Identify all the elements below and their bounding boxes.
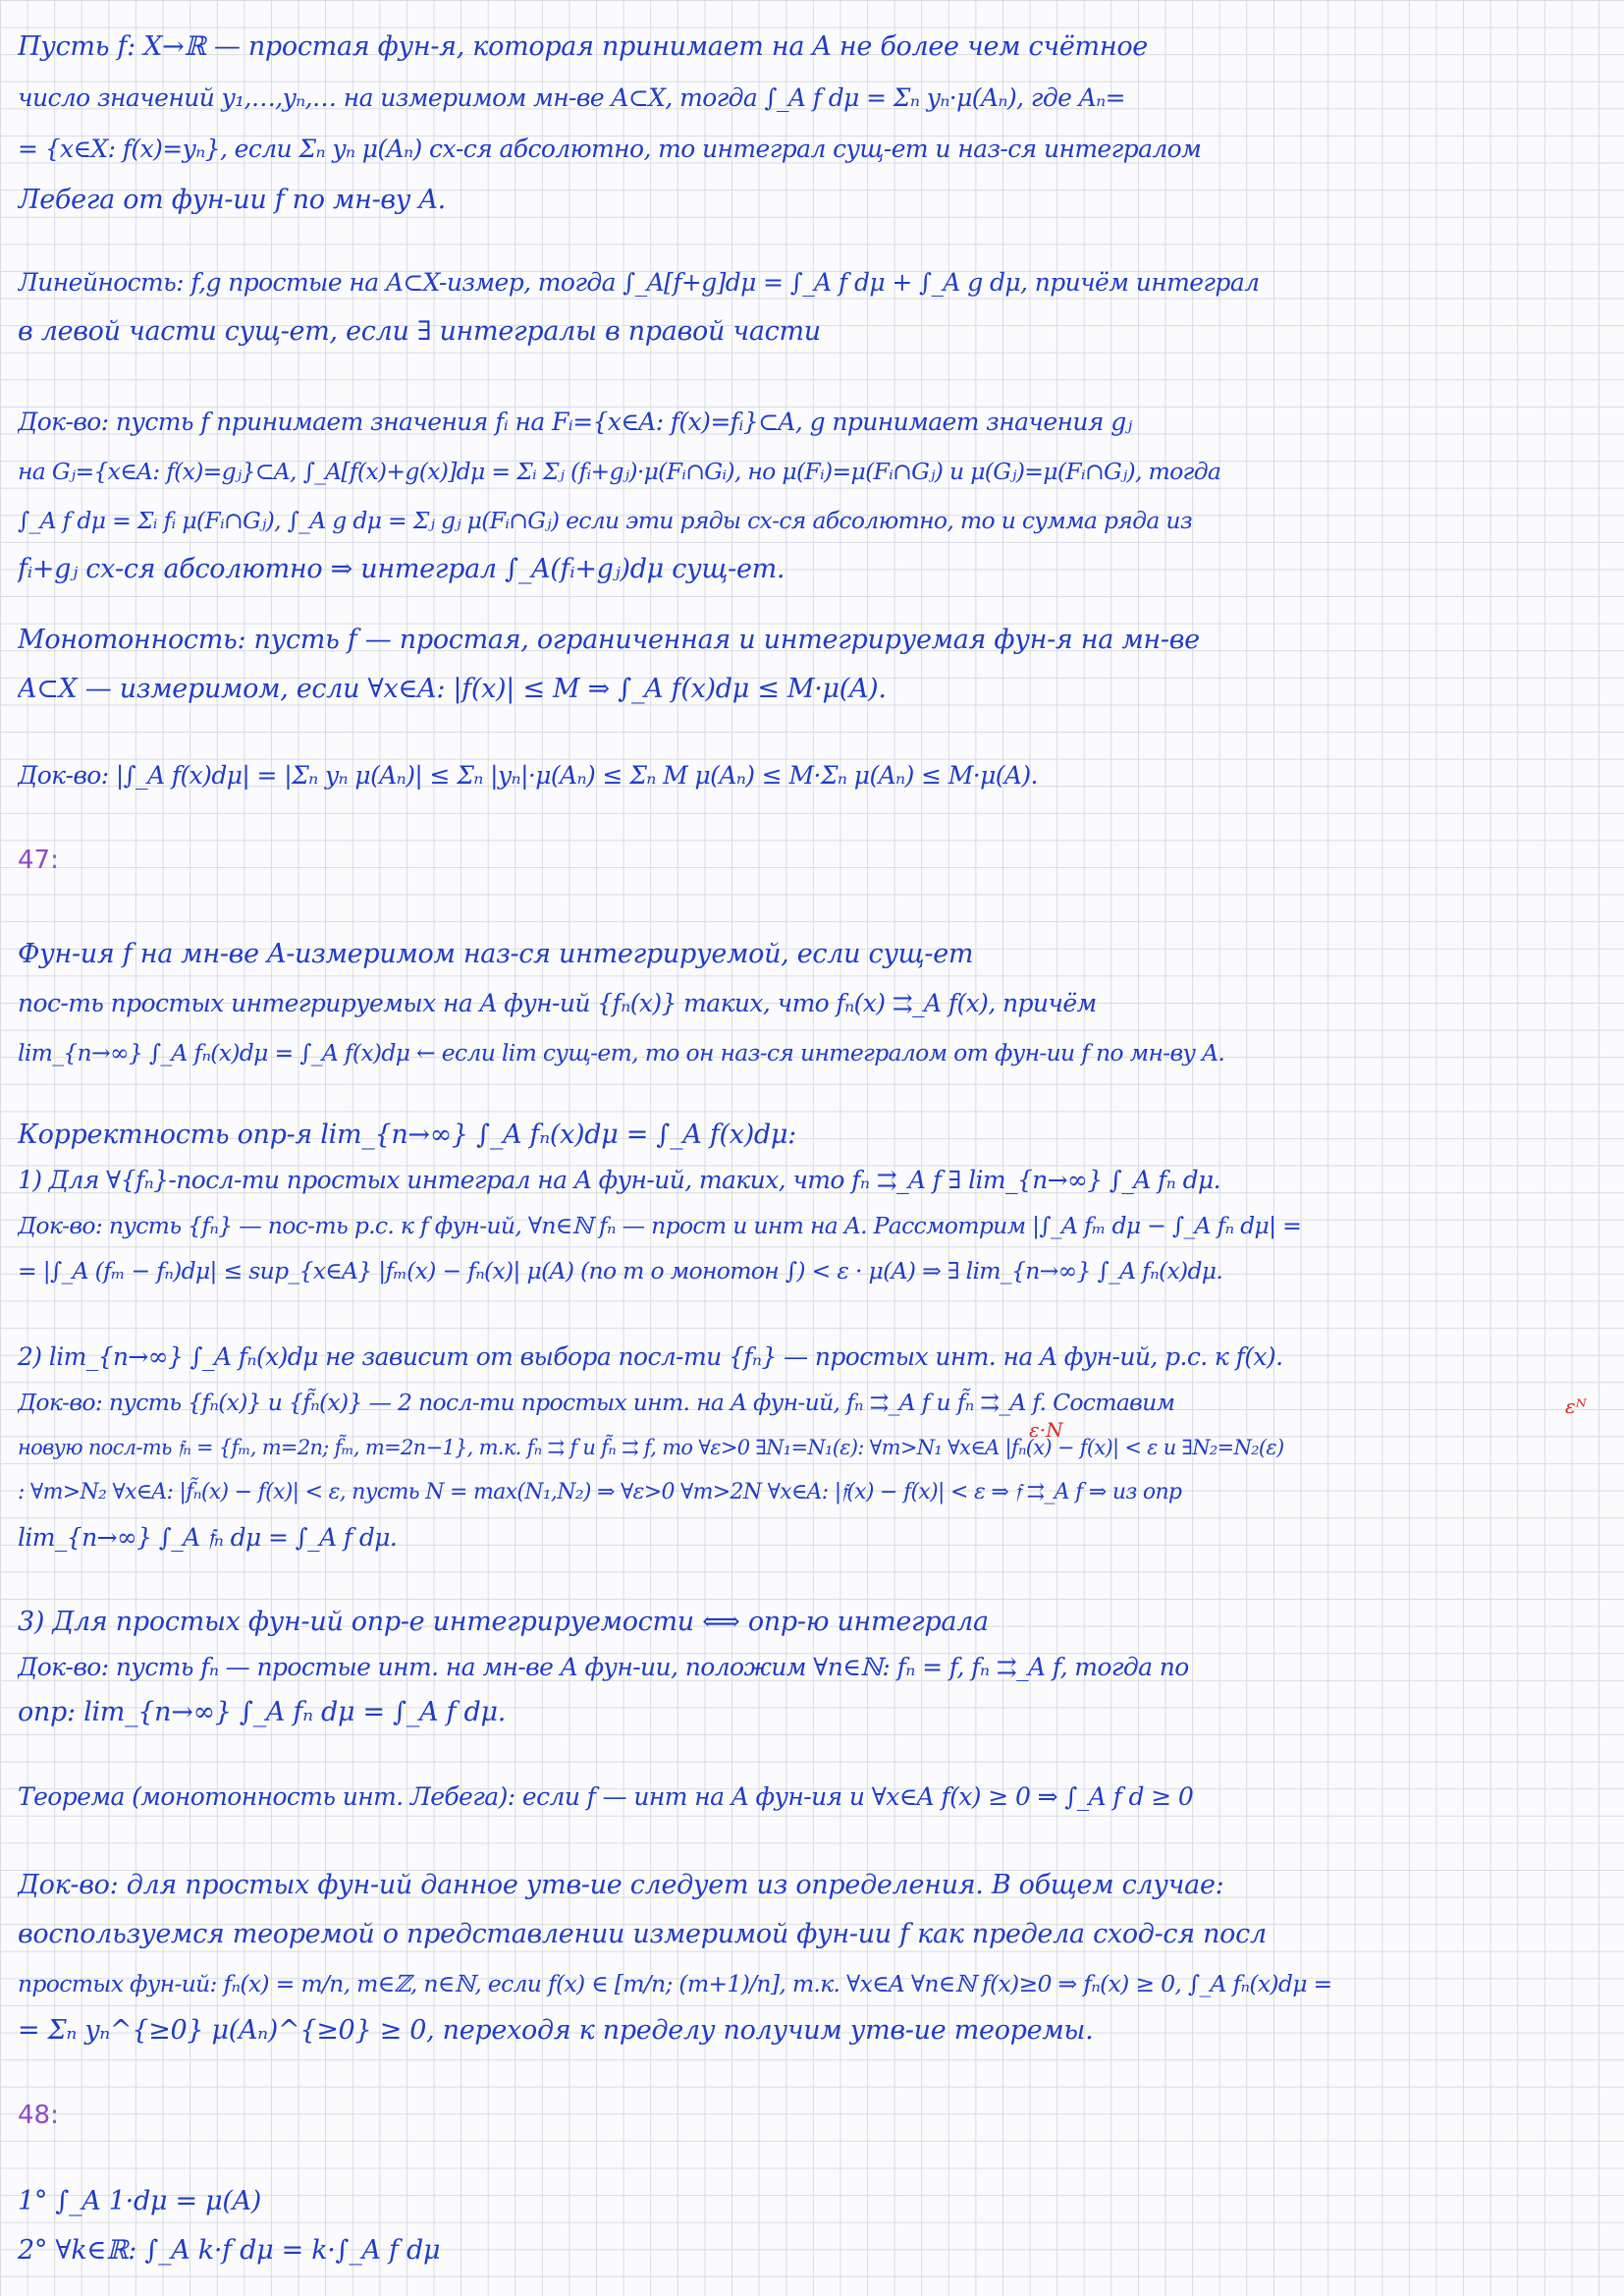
text-line: Линейность: f,g простые на A⊂X-измер, тогда ∫_A[f+g]dμ = ∫_A f dμ + ∫_A g dμ, причём интеграл — [18, 268, 1260, 297]
text-line: = |∫_A (fₘ − fₙ)dμ| ≤ sup_{x∈A} |fₘ(x) − fₙ(x)| μ(A) (по т о монотон ∫) < ε · μ(A) ⇒ ∃ lim_{n→∞} ∫_A fₙ(x)dμ. — [18, 1257, 1223, 1285]
text-line: Док-во: пусть {fₙ} — пос-ть р.с. к f фун-ий, ∀n∈ℕ fₙ — прост и инт на A. Рассмотрим |∫_A fₘ dμ − ∫_A fₙ dμ| = — [18, 1212, 1302, 1239]
text-line: новую посл-ть 𝔣ₙ = {fₘ, m=2n; f̃ₘ, m=2n−1}, т.к. fₙ ⇉ f и f̃ₙ ⇉ f, то ∀ε>0 ∃N₁=N₁(ε): ∀m>N₁ ∀x∈A |fₙ(x) − f(x)| < ε и ∃N₂=N₂(ε) — [18, 1436, 1284, 1459]
text-line: 2° ∀k∈ℝ: ∫_A k·f dμ = k·∫_A f dμ — [18, 2235, 441, 2266]
text-line: пос-ть простых интегрируемых на A фун-ий {fₙ(x)} таких, что fₙ(x) ⇉_A f(x), причём — [18, 989, 1097, 1017]
text-line: = {x∈X: f(x)=yₙ}, если Σₙ yₙ μ(Aₙ) сх-ся абсолютно, то интеграл сущ-ет и наз-ся интегралом — [18, 135, 1202, 163]
text-line: Пусть f: X→ℝ — простая фун-я, которая принимает на A не более чем счётное — [18, 31, 1148, 62]
text-line: в левой части сущ-ет, если ∃ интегралы в правой части — [18, 316, 821, 347]
text-line: lim_{n→∞} ∫_A fₙ(x)dμ = ∫_A f(x)dμ ← если lim сущ-ет, то он наз-ся интегралом от фун-ии f по мн-ву A. — [18, 1039, 1225, 1066]
text-line: воспользуемся теоремой о представлении измеримой фун-ии f как предела сход-ся посл — [18, 1919, 1267, 1949]
section-number: 48: — [18, 2101, 59, 2130]
text-line: на Gⱼ={x∈A: f(x)=gⱼ}⊂A, ∫_A[f(x)+g(x)]dμ = Σᵢ Σⱼ (fᵢ+gⱼ)·μ(Fᵢ∩Gᵢ), но μ(Fᵢ)=μ(Fᵢ∩Gⱼ) и μ(Gⱼ)=μ(Fᵢ∩Gⱼ), тогда — [18, 458, 1221, 485]
text-line: fᵢ+gⱼ сх-ся абсолютно ⇒ интеграл ∫_A(fᵢ+gⱼ)dμ сущ-ет. — [18, 554, 785, 584]
text-line: A⊂X — измеримом, если ∀x∈A: |f(x)| ≤ M ⇒ ∫_A f(x)dμ ≤ M·μ(A). — [18, 674, 887, 704]
text-line: Корректность опр-я lim_{n→∞} ∫_A fₙ(x)dμ = ∫_A f(x)dμ: — [18, 1120, 796, 1150]
text-line: число значений y₁,…,yₙ,… на измеримом мн-ве A⊂X, тогда ∫_A f dμ = Σₙ yₙ·μ(Aₙ), где Aₙ= — [18, 83, 1125, 112]
section-number: 47: — [18, 846, 59, 875]
text-line: : ∀m>N₂ ∀x∈A: |f̃ₙ(x) − f(x)| < ε, пусть N = max(N₁,N₂) ⇒ ∀ε>0 ∀m>2N ∀x∈A: |𝔣(x) − f(x)| < ε ⇒ 𝔣 ⇉_A f ⇒ из опр — [18, 1480, 1182, 1504]
text-line: опр: lim_{n→∞} ∫_A fₙ dμ = ∫_A f dμ. — [18, 1697, 507, 1727]
margin-note: ε·N — [1029, 1418, 1063, 1442]
text-line: 3) Для простых фун-ий опр-е интегрируемости ⟺ опр-ю интеграла — [18, 1607, 989, 1637]
text-line: Док-во: |∫_A f(x)dμ| = |Σₙ yₙ μ(Aₙ)| ≤ Σₙ |yₙ|·μ(Aₙ) ≤ Σₙ M μ(Aₙ) ≤ M·Σₙ μ(Aₙ) ≤ M·μ(A). — [18, 761, 1038, 790]
text-line: 2) lim_{n→∞} ∫_A fₙ(x)dμ не зависит от выбора посл-ти {fₙ} — простых инт. на A фун-ий, р.с. к f(x). — [18, 1342, 1283, 1371]
text-line: Теорема (монотонность инт. Лебега): если f — инт на A фун-ия и ∀x∈A f(x) ≥ 0 ⇒ ∫_A f d ≥ 0 — [18, 1782, 1194, 1811]
text-line: Док-во: пусть {fₙ(x)} и {f̃ₙ(x)} — 2 посл-ти простых инт. на A фун-ий, fₙ ⇉_A f и f̃ₙ ⇉_A f. Составим — [18, 1389, 1175, 1416]
text-line: Монотонность: пусть f — простая, ограниченная и интегрируемая фун-я на мн-ве — [18, 625, 1200, 655]
margin-note: εᴺ — [1565, 1394, 1587, 1418]
text-line: простых фун-ий: fₙ(x) = m/n, m∈ℤ, n∈ℕ, если f(x) ∈ [m/n; (m+1)/n], т.к. ∀x∈A ∀n∈ℕ f(x)≥0 ⇒ fₙ(x) ≥ 0, ∫_A fₙ(x)dμ = — [18, 1970, 1332, 1997]
text-line: lim_{n→∞} ∫_A 𝔣ₙ dμ = ∫_A f dμ. — [18, 1523, 398, 1552]
text-line: Док-во: пусть f принимает значения fᵢ на Fᵢ={x∈A: f(x)=fᵢ}⊂A, g принимает значения gⱼ — [18, 408, 1132, 436]
text-line: Док-во: для простых фун-ий данное утв-ие следует из определения. В общем случае: — [18, 1870, 1224, 1900]
text-line: 1) Для ∀{fₙ}-посл-ти простых интеграл на A фун-ий, таких, что fₙ ⇉_A f ∃ lim_{n→∞} ∫_A fₙ dμ. — [18, 1166, 1220, 1194]
text-line: Док-во: пусть fₙ — простые инт. на мн-ве A фун-ии, положим ∀n∈ℕ: fₙ = f, fₙ ⇉_A f, тогда по — [18, 1653, 1189, 1681]
text-line: 1° ∫_A 1·dμ = μ(A) — [18, 2186, 262, 2216]
text-line: Фун-ия f на мн-ве A-измеримом наз-ся интегрируемой, если сущ-ет — [18, 939, 974, 969]
text-line: = Σₙ yₙ^{≥0} μ(Aₙ)^{≥0} ≥ 0, переходя к пределу получим утв-ие теоремы. — [18, 2015, 1094, 2046]
text-line: ∫_A f dμ = Σᵢ fᵢ μ(Fᵢ∩Gⱼ), ∫_A g dμ = Σⱼ gⱼ μ(Fᵢ∩Gⱼ) если эти ряды сх-ся абсолютно, то и сумма ряда из — [18, 507, 1192, 534]
text-line: Лебега от фун-ии f по мн-ву A. — [18, 185, 446, 215]
